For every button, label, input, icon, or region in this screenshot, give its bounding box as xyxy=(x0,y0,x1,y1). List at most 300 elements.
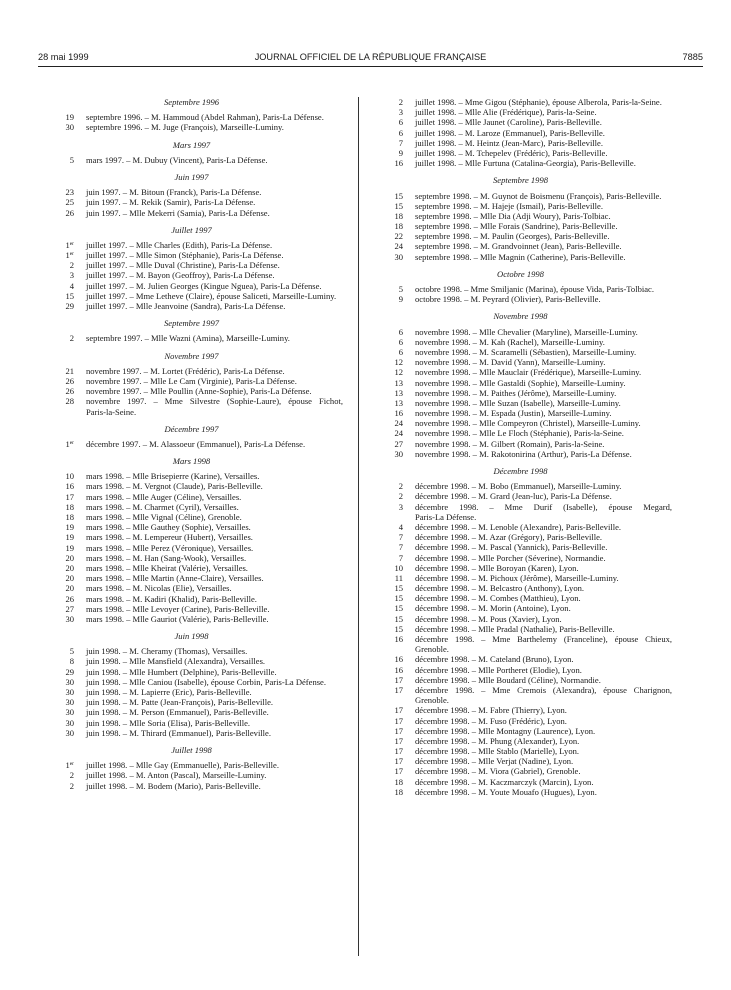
section-title: Mars 1997 xyxy=(172,139,211,150)
entry-day-number: 18 xyxy=(65,512,74,522)
appointment-entry xyxy=(38,197,345,207)
entry-day-number: 2 xyxy=(398,97,403,107)
entry-day-number: 24 xyxy=(394,241,403,252)
entry-text: décembre 1998. – M. Azar (Grégory), Paris-Belleville. xyxy=(415,532,603,543)
entry-text: novembre 1997. – Mme Silvestre (Sophie-Laure), épouse Fichot, Paris-la-Seine. xyxy=(86,396,343,417)
month-section xyxy=(38,140,345,165)
entry-day xyxy=(367,522,403,532)
appointment-entry xyxy=(367,593,674,603)
section-title: Septembre 1996 xyxy=(164,97,219,107)
entry-day xyxy=(367,449,403,459)
entry-text: décembre 1998. – M. Combes (Matthieu), Lyon. xyxy=(415,593,581,604)
appointment-entry xyxy=(38,155,345,165)
entry-day-number: 25 xyxy=(65,197,74,208)
entry-day-number: 1 xyxy=(65,239,70,250)
entry-text: septembre 1998. – Mlle Magnin (Catherine), Paris-Belleville. xyxy=(415,251,626,262)
column-divider xyxy=(358,97,359,956)
entry-text: juin 1998. – M. Person (Emmanuel), Paris-Belleville. xyxy=(86,707,269,718)
month-section xyxy=(38,172,345,218)
month-section xyxy=(367,175,674,262)
entry-day-number: 15 xyxy=(394,593,403,604)
appointment-entry xyxy=(38,333,345,343)
appointment-entry xyxy=(367,654,674,664)
month-section xyxy=(38,456,345,624)
entry-day xyxy=(367,573,403,583)
entry-text: mars 1998. – Mlle Gauriot (Valérie), Paris-Belleville. xyxy=(86,613,269,624)
entry-day-number: 28 xyxy=(65,396,74,407)
entry-text: novembre 1998. – Mlle Gastaldi (Sophie), Marseille-Luminy. xyxy=(415,377,626,388)
appointment-entry xyxy=(367,201,674,211)
entry-day xyxy=(38,770,74,780)
appointment-entry xyxy=(367,107,674,117)
entry-text: mars 1998. – M. Nicolas (Elie), Versailles. xyxy=(86,583,232,594)
appointment-entry xyxy=(367,481,674,491)
appointment-entry xyxy=(367,408,674,418)
appointment-entry xyxy=(38,646,345,656)
entry-day xyxy=(38,187,74,197)
entry-day-number: 21 xyxy=(65,365,74,376)
appointment-entry xyxy=(38,553,345,563)
appointment-entry xyxy=(367,388,674,398)
entry-day-number: 5 xyxy=(398,284,403,294)
entry-day-number: 23 xyxy=(65,187,74,198)
entry-day xyxy=(38,677,74,687)
month-section xyxy=(367,269,674,305)
appointment-entry xyxy=(367,337,674,347)
entry-day-number: 13 xyxy=(394,387,403,398)
entry-day xyxy=(367,191,403,201)
appointment-entry xyxy=(367,766,674,776)
appointment-entry xyxy=(367,428,674,438)
appointment-entry xyxy=(38,543,345,553)
entry-text: novembre 1998. – M. Gilbert (Romain), Paris-la-Seine. xyxy=(415,438,605,449)
entry-day-number: 16 xyxy=(394,158,403,169)
section-title: Septembre 1997 xyxy=(164,318,219,329)
entry-day-number: 26 xyxy=(65,375,74,386)
entry-day xyxy=(38,155,74,165)
appointment-entry xyxy=(367,624,674,634)
appointment-entry xyxy=(367,583,674,593)
entry-text: juin 1997. – M. Rekik (Samir), Paris-La Défense. xyxy=(86,197,256,208)
entry-day xyxy=(367,624,403,634)
header-date: 28 mai 1999 xyxy=(38,52,89,62)
entry-text: novembre 1998. – M. Paithes (Jérôme), Marseille-Luminy. xyxy=(415,387,617,398)
entry-day xyxy=(38,543,74,553)
entry-text: juin 1998. – Mlle Soria (Elisa), Paris-Belleville. xyxy=(86,717,251,728)
entry-day xyxy=(38,291,74,301)
entry-text: novembre 1997. – Mlle Poullin (Anne-Sophie), Paris-La Défense. xyxy=(86,386,312,397)
section-title: Novembre 1998 xyxy=(493,311,548,322)
entry-day-number: 19 xyxy=(65,542,74,553)
entry-text: décembre 1998. – M. Youte Mouafo (Hugues), Lyon. xyxy=(415,786,597,797)
appointment-entry xyxy=(367,491,674,501)
appointment-entry xyxy=(38,439,345,449)
appointment-entry xyxy=(38,583,345,593)
ordinal-suffix: er xyxy=(69,240,74,247)
entry-day xyxy=(367,337,403,347)
entry-text: mars 1998. – M. Vergnot (Claude), Paris-Belleville. xyxy=(86,481,263,492)
entry-text: septembre 1998. – M. Grandvoinnet (Jean), Paris-Belleville. xyxy=(415,241,622,252)
month-section xyxy=(367,97,674,168)
appointment-entry xyxy=(38,594,345,604)
appointment-entry xyxy=(367,675,674,685)
right-column xyxy=(367,97,674,804)
entry-day-number: 19 xyxy=(65,532,74,543)
entry-day xyxy=(367,327,403,337)
entry-text: mars 1998. – Mlle Gauthey (Sophie), Versailles. xyxy=(86,522,251,533)
entry-day xyxy=(367,408,403,418)
month-section xyxy=(38,318,345,343)
entry-day-number: 17 xyxy=(394,674,403,685)
entry-text: juillet 1998. – M. Laroze (Emmanuel), Paris-Belleville. xyxy=(415,127,605,138)
entry-day-number: 16 xyxy=(65,481,74,492)
month-section xyxy=(367,311,674,459)
entry-text: décembre 1998. – M. Bobo (Emmanuel), Marseille-Luminy. xyxy=(415,481,622,492)
entry-day xyxy=(367,158,403,168)
entry-day xyxy=(38,122,74,132)
entry-day xyxy=(367,388,403,398)
entry-day xyxy=(367,705,403,715)
appointment-entry xyxy=(38,112,345,122)
entry-day-number: 30 xyxy=(394,448,403,459)
entry-day xyxy=(367,726,403,736)
appointment-entry xyxy=(367,705,674,715)
appointment-entry xyxy=(38,656,345,666)
entry-text: décembre 1998. – M. Belcastro (Anthony), Lyon. xyxy=(415,583,585,594)
appointment-entry xyxy=(38,366,345,376)
entry-day xyxy=(38,553,74,563)
appointment-entry xyxy=(367,284,674,294)
entry-text: décembre 1998. – M. Pous (Xavier), Lyon. xyxy=(415,613,562,624)
appointment-entry xyxy=(38,687,345,697)
entry-day xyxy=(367,756,403,766)
entry-text: décembre 1998. – Mlle Boroyan (Karen), Lyon. xyxy=(415,562,579,573)
entry-day-number: 18 xyxy=(394,776,403,787)
entry-day xyxy=(38,481,74,491)
appointment-entry xyxy=(367,158,674,168)
entry-day-number: 17 xyxy=(394,746,403,757)
entry-text: novembre 1997. – M. Lortet (Frédéric), Paris-La Défense. xyxy=(86,365,285,376)
entry-day-number: 17 xyxy=(394,725,403,736)
entry-day xyxy=(367,117,403,127)
entry-day-number: 6 xyxy=(398,127,403,138)
entry-day xyxy=(38,687,74,697)
entry-day-number: 29 xyxy=(65,301,74,311)
entry-day-number: 5 xyxy=(69,154,74,165)
entry-day xyxy=(367,502,403,512)
entry-text: juillet 1998. – Mlle Jaunet (Caroline), Paris-Belleville. xyxy=(415,117,602,128)
entry-day-number: 1 xyxy=(65,760,70,771)
entry-day xyxy=(38,439,74,449)
entry-day xyxy=(367,231,403,241)
month-section xyxy=(38,97,345,133)
entry-day xyxy=(367,347,403,357)
entry-text: juin 1998. – M. Cheramy (Thomas), Versailles. xyxy=(86,646,248,657)
entry-day xyxy=(367,241,403,251)
entry-day-number: 5 xyxy=(69,646,74,657)
entry-text: juin 1998. – Mlle Humbert (Delphine), Paris-Belleville. xyxy=(86,666,277,677)
entry-text: mars 1998. – Mlle Levoyer (Carine), Paris-Belleville. xyxy=(86,603,270,614)
entry-text: décembre 1998. – M. Grard (Jean-luc), Paris-La Défense. xyxy=(415,491,612,502)
entry-day xyxy=(367,211,403,221)
entry-day xyxy=(38,502,74,512)
entry-day-number: 26 xyxy=(65,386,74,397)
entry-day-number: 1 xyxy=(65,250,70,261)
entry-day-number: 7 xyxy=(398,532,403,543)
entry-day-number: 6 xyxy=(398,336,403,347)
month-section xyxy=(38,351,345,417)
appointment-entry xyxy=(367,327,674,337)
entry-text: décembre 1998. – Mlle Pradal (Nathalie), Paris-Belleville. xyxy=(415,623,615,634)
entry-day xyxy=(38,646,74,656)
entry-day-number: 18 xyxy=(394,210,403,221)
entry-day xyxy=(367,418,403,428)
entry-text: décembre 1998. – Mme Cremois (Alexandra), épouse Charignon, Grenoble. xyxy=(415,684,672,706)
entry-day xyxy=(38,386,74,396)
entry-day xyxy=(367,398,403,408)
entry-day-number: 15 xyxy=(394,190,403,201)
entry-text: juillet 1997. – Mme Letheve (Claire), épouse Saliceti, Marseille-Luminy. xyxy=(86,290,337,301)
entry-day-number: 4 xyxy=(398,521,403,532)
entry-day xyxy=(38,376,74,386)
entry-text: décembre 1998. – M. Morin (Antoine), Lyon. xyxy=(415,603,571,614)
entry-day-number: 30 xyxy=(65,687,74,697)
entry-day-number: 27 xyxy=(65,603,74,614)
entry-text: décembre 1998. – M. Kaczmarczyk (Marcin), Lyon. xyxy=(415,776,594,787)
entry-day-number: 30 xyxy=(65,613,74,624)
entry-text: mars 1998. – Mlle Martin (Anne-Claire), Versailles. xyxy=(86,573,264,584)
entry-text: juillet 1998. – Mme Gigou (Stéphanie), épouse Alberola, Paris-la-Seine. xyxy=(415,97,662,107)
entry-day xyxy=(38,532,74,542)
entry-text: juillet 1998. – M. Bodem (Mario), Paris-Belleville. xyxy=(86,780,261,791)
entry-day xyxy=(367,787,403,797)
section-title: Juin 1997 xyxy=(174,171,209,182)
entry-day-number: 15 xyxy=(394,623,403,634)
entry-day xyxy=(367,766,403,776)
entry-text: octobre 1998. – Mme Smiljanic (Marina), épouse Vida, Paris-Tolbiac. xyxy=(415,284,654,294)
entry-day-number: 30 xyxy=(394,251,403,262)
entry-day-number: 16 xyxy=(394,408,403,419)
appointment-entry xyxy=(38,604,345,614)
appointment-entry xyxy=(38,240,345,250)
ordinal-suffix: er xyxy=(69,251,74,258)
entry-text: décembre 1998. – Mlle Verjat (Nadine), Lyon. xyxy=(415,756,574,767)
entry-text: décembre 1998. – M. Viora (Gabriel), Grenoble. xyxy=(415,766,581,777)
entry-day-number: 10 xyxy=(65,471,74,482)
entry-day xyxy=(367,665,403,675)
appointment-entry xyxy=(38,281,345,291)
appointment-entry xyxy=(367,378,674,388)
appointment-entry xyxy=(367,128,674,138)
entry-day-number: 18 xyxy=(394,221,403,232)
appointment-entry xyxy=(367,603,674,613)
section-title: Juin 1998 xyxy=(174,631,209,642)
entry-day-number: 7 xyxy=(398,137,403,148)
entry-text: mars 1998. – Mlle Vignal (Céline), Grenoble. xyxy=(86,512,242,522)
entry-day xyxy=(38,250,74,260)
appointment-entry xyxy=(367,449,674,459)
appointment-entry xyxy=(367,532,674,542)
appointment-entry xyxy=(367,756,674,766)
entry-day xyxy=(38,760,74,770)
entry-text: juillet 1998. – Mlle Furtuna (Catalina-Georgia), Paris-Belleville. xyxy=(415,158,636,169)
appointment-entry xyxy=(38,573,345,583)
entry-day-number: 19 xyxy=(65,112,74,123)
entry-day-number: 20 xyxy=(65,583,74,594)
entry-day xyxy=(367,746,403,756)
entry-day-number: 12 xyxy=(394,367,403,378)
appointment-entry xyxy=(38,396,345,416)
entry-day xyxy=(367,675,403,685)
entry-day xyxy=(367,357,403,367)
entry-day xyxy=(38,604,74,614)
entry-day-number: 2 xyxy=(398,491,403,502)
appointment-entry xyxy=(38,291,345,301)
entry-day xyxy=(367,481,403,491)
entry-day xyxy=(367,777,403,787)
entry-text: juillet 1997. – Mlle Simon (Stéphanie), Paris-La Défense. xyxy=(86,250,284,261)
entry-day-number: 30 xyxy=(65,122,74,133)
entry-day xyxy=(38,281,74,291)
entry-text: décembre 1998. – M. Phung (Alexander), Lyon. xyxy=(415,735,580,746)
entry-day-number: 7 xyxy=(398,552,403,563)
appointment-entry xyxy=(367,231,674,241)
entry-day-number: 17 xyxy=(394,684,403,695)
entry-text: mars 1997. – M. Dubuy (Vincent), Paris-La Défense. xyxy=(86,154,268,165)
appointment-entry xyxy=(38,208,345,218)
entry-day xyxy=(38,197,74,207)
appointment-entry xyxy=(38,260,345,270)
entry-day-number: 3 xyxy=(398,107,403,118)
section-title: Juillet 1998 xyxy=(171,744,212,755)
header-journal-title: JOURNAL OFFICIEL DE LA RÉPUBLIQUE FRANÇAISE xyxy=(254,52,487,62)
appointment-entry xyxy=(38,770,345,780)
entry-text: décembre 1998. – M. Cateland (Bruno), Lyon. xyxy=(415,654,574,665)
entry-text: décembre 1998. – Mme Durif (Isabelle), épouse Megard, Paris-La Défense. xyxy=(415,501,672,522)
entry-day-number: 18 xyxy=(65,501,74,512)
entry-text: novembre 1998. – M. Scaramelli (Sébastien), Marseille-Luminy. xyxy=(415,346,637,357)
entry-text: décembre 1998. – M. Fuso (Frédéric), Lyon. xyxy=(415,715,567,726)
entry-text: septembre 1998. – M. Hajeje (Ismail), Paris-Belleville. xyxy=(415,200,603,211)
appointment-entry xyxy=(367,736,674,746)
appointment-entry xyxy=(38,301,345,311)
entry-day xyxy=(367,532,403,542)
entry-day-number: 15 xyxy=(65,290,74,301)
entry-day-number: 9 xyxy=(398,147,403,158)
entry-text: juin 1998. – Mlle Mansfield (Alexandra), Versailles. xyxy=(86,656,266,667)
appointment-entry xyxy=(367,614,674,624)
entry-text: juillet 1998. – Mlle Gay (Emmanuelle), Paris-Belleville. xyxy=(86,760,279,771)
entry-day-number: 27 xyxy=(394,438,403,449)
appointment-entry xyxy=(38,376,345,386)
entry-day-number: 6 xyxy=(398,117,403,128)
entry-day xyxy=(367,201,403,211)
entry-text: juin 1997. – Mlle Mekerri (Samia), Paris-La Défense. xyxy=(86,207,270,218)
entry-text: novembre 1998. – Mlle Compeyron (Christel), Marseille-Luminy. xyxy=(415,418,641,429)
entry-text: décembre 1998. – M. Pichoux (Jérôme), Marseille-Luminy. xyxy=(415,572,619,583)
appointment-entry xyxy=(367,367,674,377)
appointment-entry xyxy=(367,221,674,231)
appointment-entry xyxy=(38,471,345,481)
entry-text: septembre 1996. – M. Juge (François), Marseille-Luminy. xyxy=(86,122,284,133)
appointment-entry xyxy=(38,677,345,687)
appointment-entry xyxy=(367,294,674,304)
entry-text: décembre 1998. – M. Pascal (Yannick), Paris-Belleville. xyxy=(415,542,608,553)
entry-day xyxy=(367,685,403,695)
entry-day-number: 26 xyxy=(65,593,74,604)
entry-text: novembre 1998. – M. Espada (Justin), Marseille-Luminy. xyxy=(415,408,612,419)
entry-text: novembre 1998. – Mlle Chevalier (Maryline), Marseille-Luminy. xyxy=(415,326,638,337)
entry-text: décembre 1998. – Mlle Boudard (Céline), Normandie. xyxy=(415,674,601,685)
entry-text: juillet 1998. – M. Anton (Pascal), Marseille-Luminy. xyxy=(86,770,267,781)
entry-day-number: 20 xyxy=(65,573,74,584)
entry-day-number: 29 xyxy=(65,666,74,677)
entry-day-number: 16 xyxy=(394,664,403,675)
entry-day xyxy=(38,471,74,481)
appointment-entry xyxy=(38,563,345,573)
entry-day xyxy=(38,697,74,707)
entry-day xyxy=(367,138,403,148)
entry-day xyxy=(367,553,403,563)
section-title: Octobre 1998 xyxy=(497,268,544,279)
appointment-entry xyxy=(367,241,674,251)
entry-day xyxy=(38,781,74,791)
entry-text: décembre 1998. – Mlle Montagny (Laurence), Lyon. xyxy=(415,725,596,736)
entry-day-number: 2 xyxy=(398,481,403,492)
entry-day xyxy=(367,367,403,377)
appointment-entry xyxy=(38,386,345,396)
appointment-entry xyxy=(38,697,345,707)
entry-day-number: 11 xyxy=(394,572,403,583)
entry-day-number: 30 xyxy=(65,727,74,738)
entry-day-number: 13 xyxy=(394,397,403,408)
section-title: Décembre 1998 xyxy=(493,466,548,476)
entry-day xyxy=(367,614,403,624)
entry-day-number: 30 xyxy=(65,697,74,708)
appointment-entry xyxy=(367,138,674,148)
entry-day xyxy=(38,240,74,250)
entry-day-number: 13 xyxy=(394,377,403,388)
entry-day-number: 4 xyxy=(69,280,74,291)
entry-text: juillet 1997. – Mlle Duval (Christine), Paris-La Défense. xyxy=(86,260,280,271)
entry-text: septembre 1998. – Mlle Forais (Sandrine), Paris-Belleville. xyxy=(415,221,618,232)
month-section xyxy=(367,466,674,797)
entry-day xyxy=(367,491,403,501)
header-page-number: 7885 xyxy=(682,52,703,62)
appointment-entry xyxy=(367,563,674,573)
entry-day xyxy=(367,128,403,138)
entry-day-number: 26 xyxy=(65,207,74,218)
entry-text: décembre 1998. – M. Lenoble (Alexandre), Paris-Belleville. xyxy=(415,521,622,532)
appointment-entry xyxy=(38,250,345,260)
appointment-entry xyxy=(367,398,674,408)
entry-day-number: 17 xyxy=(394,766,403,777)
appointment-entry xyxy=(367,211,674,221)
appointment-entry xyxy=(367,502,674,522)
appointment-entry xyxy=(367,665,674,675)
month-section xyxy=(38,225,345,312)
entry-text: décembre 1997. – M. Alassoeur (Emmanuel), Paris-La Défense. xyxy=(86,438,306,449)
section-title: Novembre 1997 xyxy=(164,350,219,361)
entry-day-number: 24 xyxy=(394,418,403,429)
entry-day xyxy=(367,284,403,294)
entry-day-number: 2 xyxy=(69,260,74,271)
appointment-entry xyxy=(367,439,674,449)
entry-day xyxy=(38,573,74,583)
entry-day xyxy=(367,603,403,613)
appointment-entry xyxy=(38,187,345,197)
entry-day xyxy=(38,594,74,604)
